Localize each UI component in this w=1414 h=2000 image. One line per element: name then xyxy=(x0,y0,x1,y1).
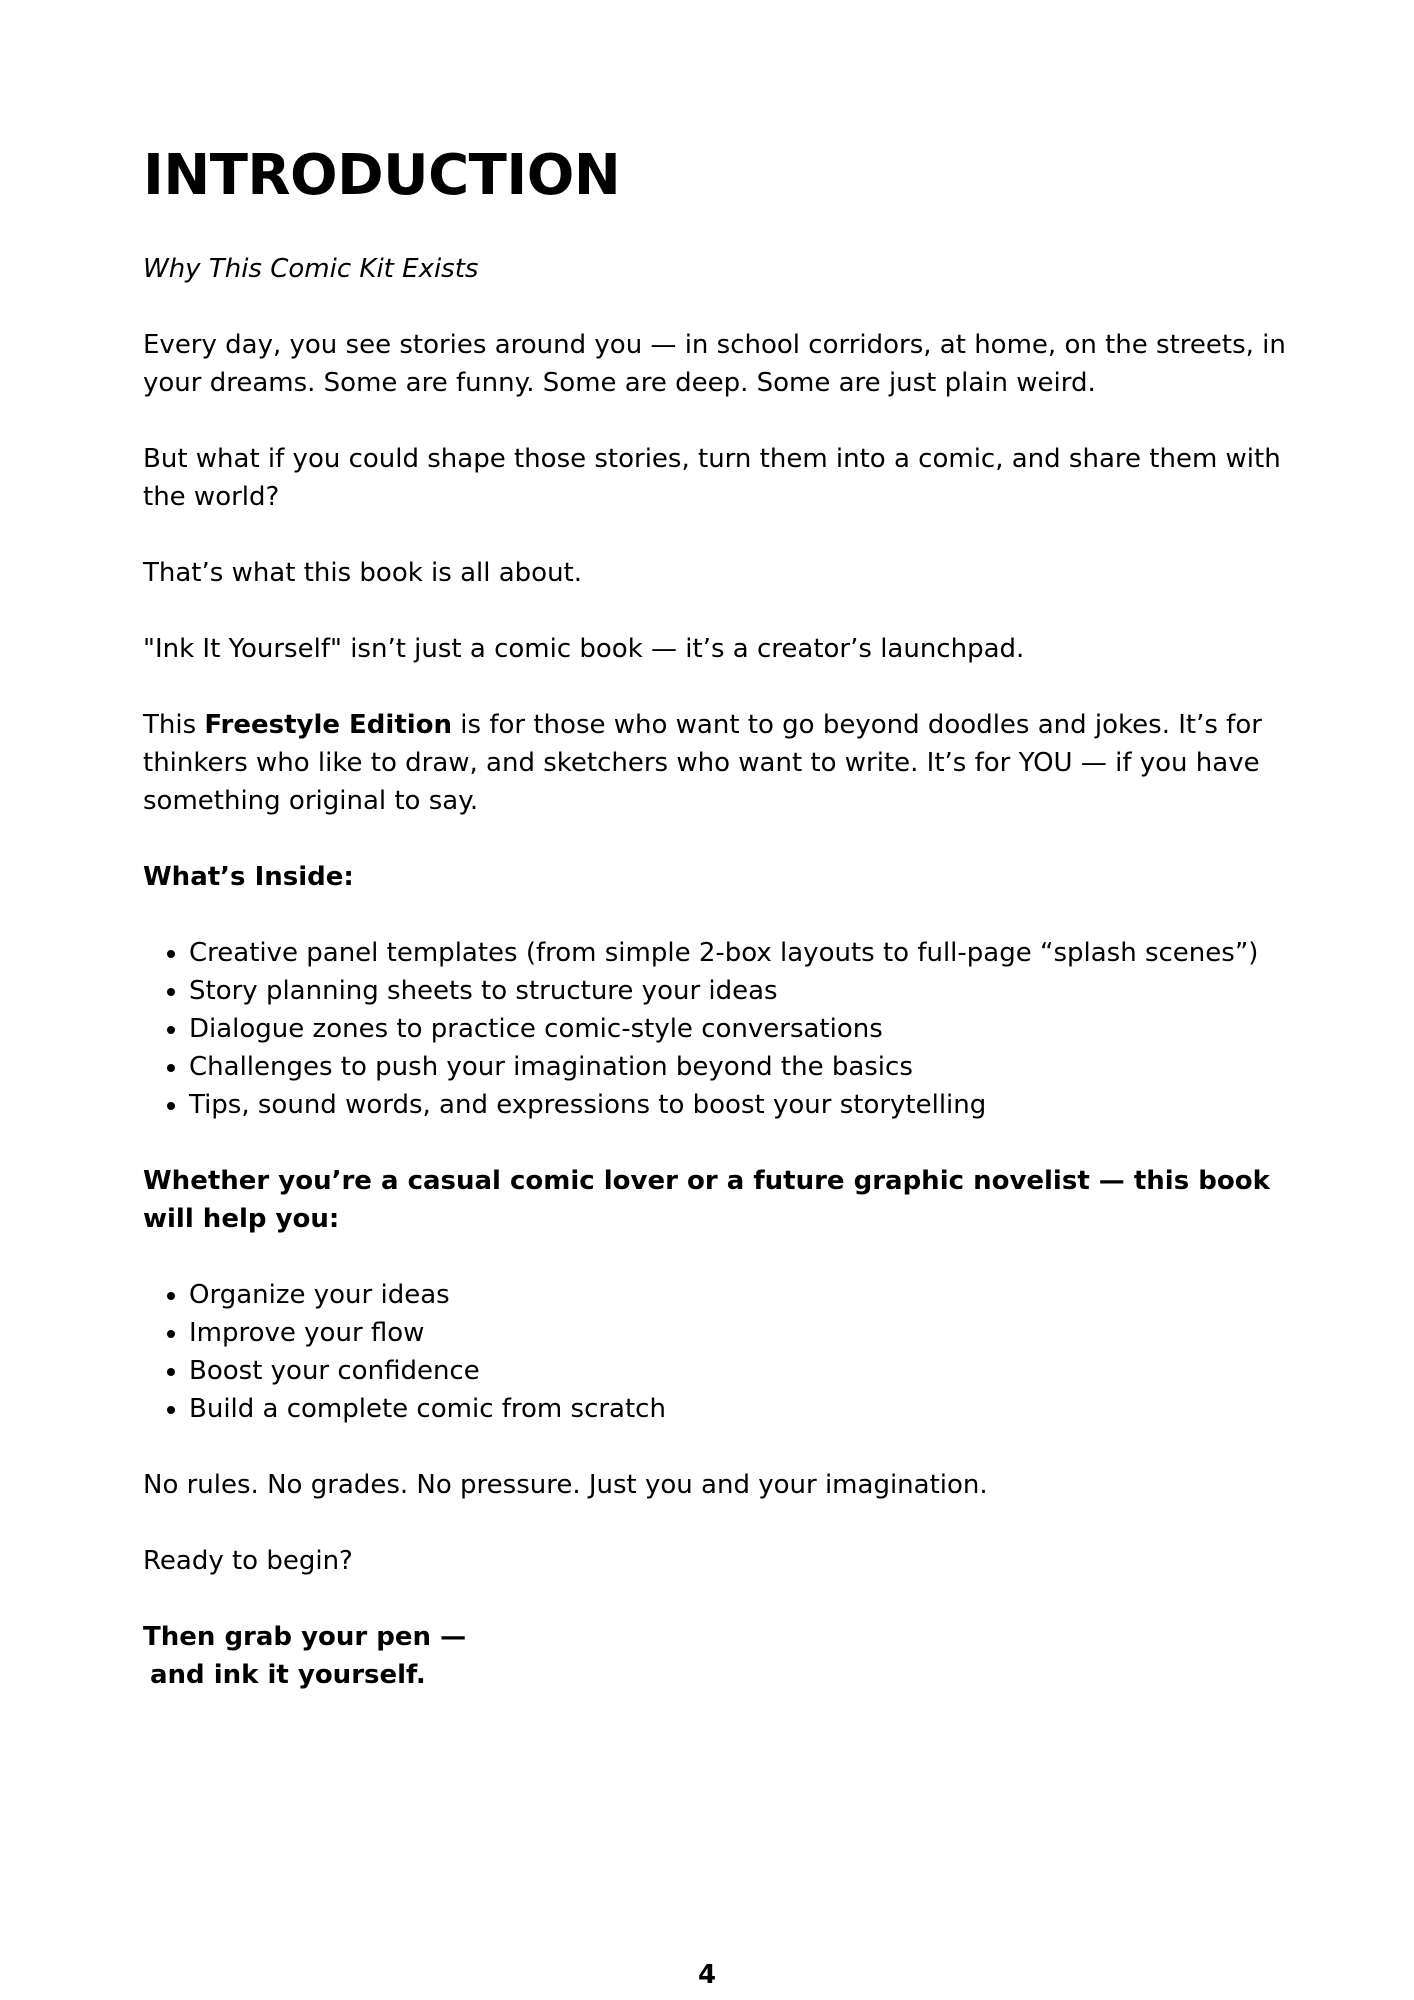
list-item: • Dialogue zones to practice comic-style conversations xyxy=(189,1010,1303,1048)
ready-line: Ready to begin? xyxy=(143,1546,353,1576)
final-line-1: Then grab your pen — xyxy=(143,1622,467,1652)
help-heading: Whether you’re a casual comic lover or a future graphic novelist — this book will help you: xyxy=(143,1166,1270,1234)
list-item: • Organize your ideas xyxy=(189,1276,1303,1314)
subtitle: Why This Comic Kit Exists xyxy=(143,254,479,284)
whats-inside-heading: What’s Inside: xyxy=(143,862,354,892)
list-item: • Build a complete comic from scratch xyxy=(189,1390,1303,1428)
paragraph-freestyle-edition xyxy=(143,706,1303,820)
page-content xyxy=(143,140,1303,1694)
no-rules-line: No rules. No grades. No pressure. Just you and your imagination. xyxy=(143,1470,988,1500)
page-number: 4 xyxy=(697,1960,717,1990)
list-item: • Improve your flow xyxy=(189,1314,1303,1352)
list-item: • Boost your confidence xyxy=(189,1352,1303,1390)
freestyle-text-before: This xyxy=(143,710,205,740)
freestyle-text-after: is for those who want to go beyond doodles and jokes. It’s for thinkers who like to draw, and sketchers who want to write. It’s for YOU — if you have something original to say. xyxy=(143,710,1262,816)
freestyle-edition-bold: Freestyle Edition xyxy=(204,710,453,740)
list-item: • Story planning sheets to structure your ideas xyxy=(189,972,1303,1010)
list-item: • Tips, sound words, and expressions to boost your storytelling xyxy=(189,1086,1303,1124)
final-line-2: and ink it yourself. xyxy=(150,1660,426,1690)
paragraph-launchpad: "Ink It Yourself" isn’t just a comic book — it’s a creator’s launchpad. xyxy=(143,634,1025,664)
paragraph-stories: Every day, you see stories around you — in school corridors, at home, on the streets, in your dreams. Some are funny. Some are deep. Some are just plain weird. xyxy=(143,330,1286,398)
page-title: INTRODUCTION xyxy=(143,143,621,208)
paragraph-about: That’s what this book is all about. xyxy=(143,558,583,588)
help-list xyxy=(143,1276,1303,1428)
paragraph-shape-stories: But what if you could shape those stories, turn them into a comic, and share them with the world? xyxy=(143,444,1281,512)
list-item: • Challenges to push your imagination beyond the basics xyxy=(189,1048,1303,1086)
list-item: • Creative panel templates (from simple 2-box layouts to full-page “splash scenes”) xyxy=(189,934,1303,972)
whats-inside-list xyxy=(143,934,1303,1124)
